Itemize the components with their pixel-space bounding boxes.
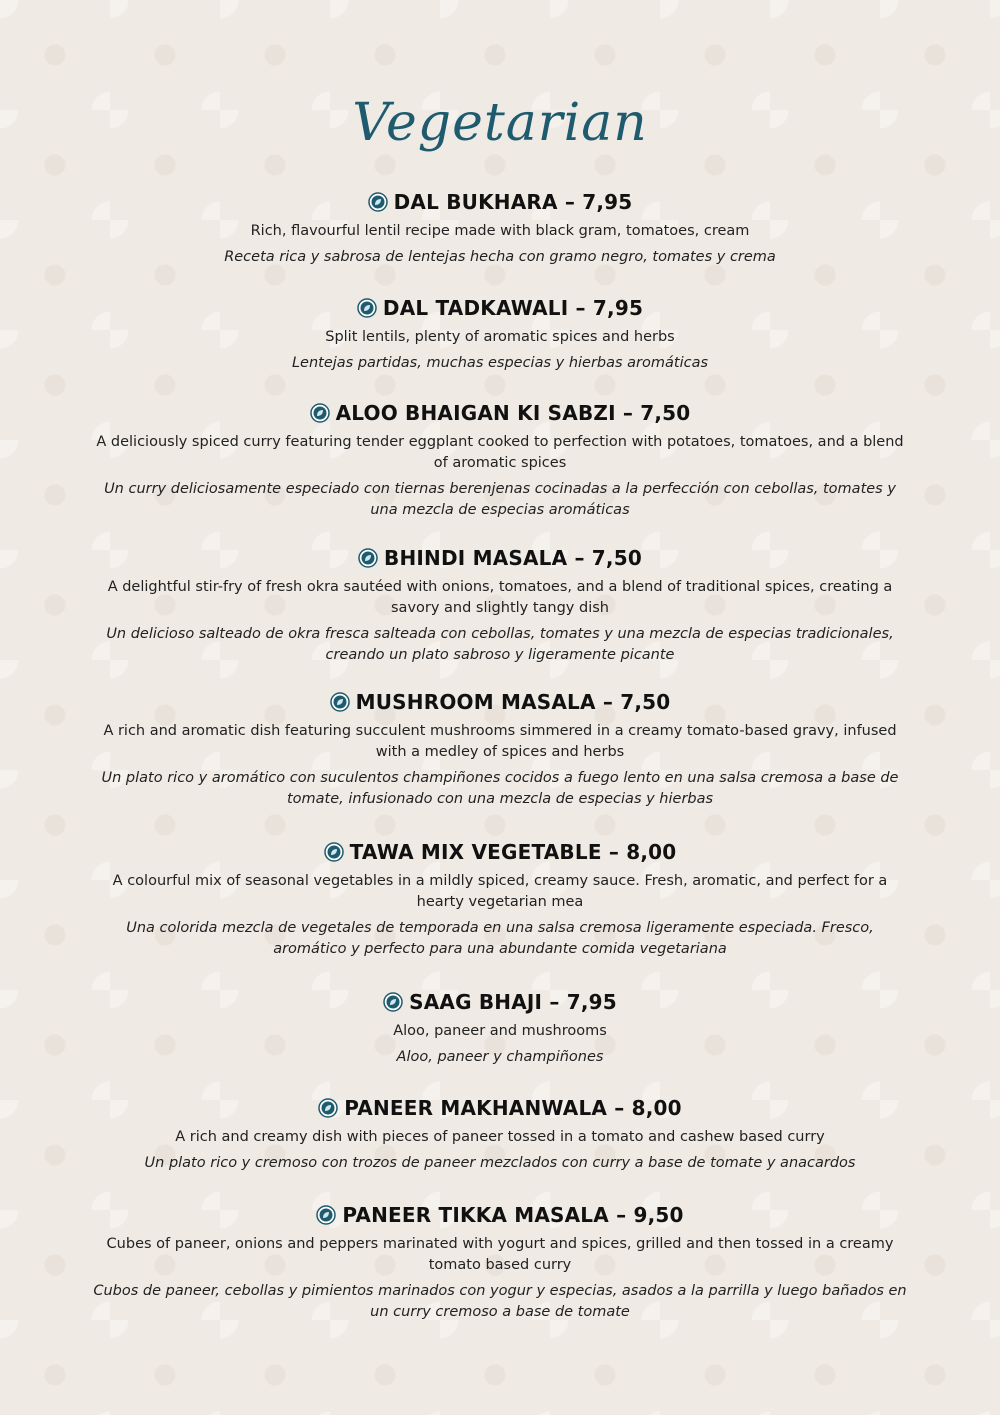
menu-item-dal-bukhara: [90, 186, 910, 268]
item-description-en: A delightful stir-fry of fresh okra sautéed with onions, tomatoes, and a blend of traditional spices, creating a savory and slightly tangy dish: [107, 579, 893, 616]
item-heading: [90, 1199, 910, 1231]
leaf-icon: [330, 692, 350, 712]
item-description-en: A rich and aromatic dish featuring succulent mushrooms simmered in a creamy tomato-based gravy, infused with a medley of spices and herbs: [103, 723, 897, 760]
item-description-es: Un curry deliciosamente especiado con tiernas berenjenas cocinadas a la perfección con cebollas, tomates y una mezcla de especias aromáticas: [104, 481, 896, 518]
menu-item-bhindi-masala: [90, 542, 910, 666]
menu-item-tawa-mix-vegetable: [90, 836, 910, 960]
leaf-icon: [316, 1205, 336, 1225]
leaf-icon: [318, 1098, 338, 1118]
item-description-en: A colourful mix of seasonal vegetables in a mildly spiced, creamy sauce. Fresh, aromatic, and perfect for a hearty vegetarian mea: [112, 873, 888, 910]
item-description-es: Aloo, paneer y champiñones: [396, 1049, 604, 1065]
item-description-en: A rich and creamy dish with pieces of paneer tossed in a tomato and cashew based curry: [175, 1129, 825, 1145]
menu-item-aloo-bhaigan-ki-sabzi: [90, 397, 910, 521]
item-heading: [90, 686, 910, 718]
item-description-en: A deliciously spiced curry featuring tender eggplant cooked to perfection with potatoes, tomatoes, and a blend of aromatic spices: [96, 434, 904, 471]
item-name: MUSHROOM MASALA – 7,50: [355, 690, 671, 714]
item-name: DAL BUKHARA – 7,95: [393, 190, 633, 214]
item-heading: [90, 1092, 910, 1124]
item-name: PANEER MAKHANWALA – 8,00: [344, 1096, 682, 1120]
item-description-en: Cubes of paneer, onions and peppers marinated with yogurt and spices, grilled and then tossed in a creamy tomato based curry: [106, 1236, 894, 1273]
item-description-en: Split lentils, plenty of aromatic spices and herbs: [325, 329, 675, 345]
item-name: ALOO BHAIGAN KI SABZI – 7,50: [335, 401, 691, 425]
item-description-es: Un plato rico y cremoso con trozos de paneer mezclados con curry a base de tomate y anacardos: [144, 1155, 856, 1171]
item-heading: [90, 292, 910, 324]
item-description-es: Receta rica y sabrosa de lentejas hecha con gramo negro, tomates y crema: [224, 249, 776, 265]
page-title: Vegetarian: [352, 93, 648, 153]
leaf-icon: [310, 403, 330, 423]
item-heading: [90, 836, 910, 868]
item-description-es: Una colorida mezcla de vegetales de temporada en una salsa cremosa ligeramente especiada. Fresco, aromático y perfecto para una abundante comida vegetariana: [126, 920, 874, 957]
leaf-icon: [324, 842, 344, 862]
item-description-es: Lentejas partidas, muchas especias y hierbas aromáticas: [291, 355, 709, 371]
item-heading: [90, 986, 910, 1018]
item-name: BHINDI MASALA – 7,50: [384, 546, 642, 570]
item-name: PANEER TIKKA MASALA – 9,50: [342, 1203, 684, 1227]
item-description-en: Rich, flavourful lentil recipe made with black gram, tomatoes, cream: [250, 223, 750, 239]
item-description-es: Cubos de paneer, cebollas y pimientos marinados con yogur y especias, asados a la parrilla y luego bañados en un curry cremoso a base de tomate: [93, 1283, 907, 1320]
menu-item-dal-tadkawali: [90, 292, 910, 374]
leaf-icon: [358, 548, 378, 568]
menu-item-paneer-makhanwala: [90, 1092, 910, 1174]
item-name: TAWA MIX VEGETABLE – 8,00: [349, 840, 677, 864]
menu-item-saag-bhaji: [90, 986, 910, 1068]
item-heading: [90, 186, 910, 218]
menu-item-mushroom-masala: [90, 686, 910, 810]
item-description-es: Un delicioso salteado de okra fresca salteada con cebollas, tomates y una mezcla de especias tradicionales, creando un plato sabroso y ligeramente picante: [106, 626, 894, 663]
item-description-en: Aloo, paneer and mushrooms: [393, 1023, 607, 1039]
leaf-icon: [368, 192, 388, 212]
item-heading: [90, 397, 910, 429]
menu-item-paneer-tikka-masala: [90, 1199, 910, 1323]
item-name: DAL TADKAWALI – 7,95: [382, 296, 644, 320]
leaf-icon: [383, 992, 403, 1012]
item-heading: [90, 542, 910, 574]
item-name: SAAG BHAJI – 7,95: [409, 990, 617, 1014]
leaf-icon: [357, 298, 377, 318]
item-description-es: Un plato rico y aromático con suculentos champiñones cocidos a fuego lento en una salsa cremosa a base de tomate, infusionado con una mezcla de especias y hierbas: [101, 770, 899, 807]
